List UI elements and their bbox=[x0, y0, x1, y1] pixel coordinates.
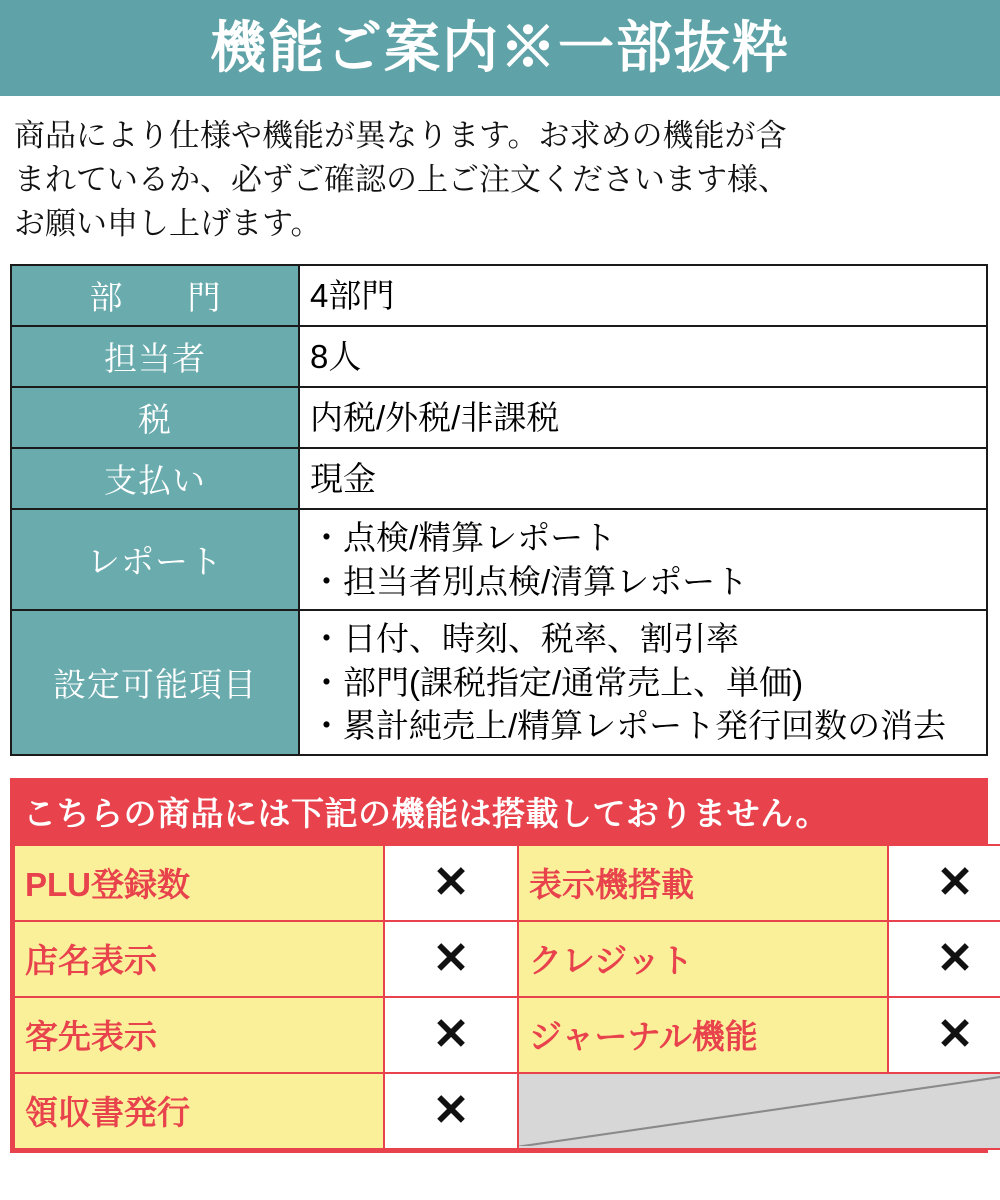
feature-mark-cell bbox=[384, 845, 518, 921]
feature-label: ジャーナル機能 bbox=[518, 997, 888, 1073]
spec-value-line: 4部門 bbox=[310, 276, 395, 314]
specification-table bbox=[10, 264, 988, 756]
spec-label-text: 部 門 bbox=[89, 279, 237, 317]
page-title: 機能ご案内※一部抜粋 bbox=[210, 16, 790, 79]
feature-label: 店名表示 bbox=[14, 921, 384, 997]
spec-value bbox=[299, 326, 987, 387]
spec-value bbox=[299, 610, 987, 755]
header-banner bbox=[0, 0, 1000, 96]
spec-label: 設定可能項目 bbox=[11, 610, 299, 755]
empty-cell bbox=[518, 1073, 1000, 1149]
unsupported-features-section bbox=[10, 778, 988, 1153]
feature-label: クレジット bbox=[518, 921, 888, 997]
spec-label: 担当者 bbox=[11, 326, 299, 387]
cross-icon: ✕ bbox=[936, 1009, 974, 1059]
feature-mark-cell bbox=[888, 845, 1000, 921]
spec-value-line: ・担当者別点検/清算レポート bbox=[310, 562, 749, 600]
intro-line-3: お願い申し上げます。 bbox=[14, 206, 322, 242]
table-row bbox=[14, 921, 1000, 997]
cross-icon: ✕ bbox=[432, 857, 470, 907]
spec-value-line: 現金 bbox=[310, 459, 376, 497]
feature-label: 領収書発行 bbox=[14, 1073, 384, 1149]
spec-label: レポート bbox=[11, 509, 299, 610]
cross-icon: ✕ bbox=[432, 1009, 470, 1059]
table-row bbox=[14, 845, 1000, 921]
cross-icon: ✕ bbox=[936, 857, 974, 907]
spec-value bbox=[299, 387, 987, 448]
unsupported-heading: こちらの商品には下記の機能は搭載しておりません。 bbox=[13, 781, 985, 844]
intro-line-2: まれているか、必ずご確認の上ご注文くださいます様、 bbox=[14, 162, 789, 198]
table-row bbox=[11, 326, 987, 387]
spec-label: 支払い bbox=[11, 448, 299, 509]
spec-value bbox=[299, 448, 987, 509]
table-row bbox=[14, 997, 1000, 1073]
feature-mark-cell bbox=[888, 921, 1000, 997]
table-row bbox=[11, 448, 987, 509]
table-row bbox=[11, 265, 987, 326]
spec-value bbox=[299, 509, 987, 610]
feature-label: PLU登録数 bbox=[14, 845, 384, 921]
cross-icon: ✕ bbox=[432, 933, 470, 983]
feature-mark-cell bbox=[384, 997, 518, 1073]
feature-mark-cell bbox=[384, 1073, 518, 1149]
table-row bbox=[11, 387, 987, 448]
spec-value-line: 内税/外税/非課税 bbox=[310, 398, 560, 436]
intro-line-1: 商品により仕様や機能が異なります。お求めの機能が含 bbox=[14, 118, 787, 153]
feature-mark-cell bbox=[888, 997, 1000, 1073]
feature-label: 客先表示 bbox=[14, 997, 384, 1073]
feature-label: 表示機搭載 bbox=[518, 845, 888, 921]
unsupported-features-table bbox=[13, 844, 1000, 1150]
spec-label bbox=[11, 265, 299, 326]
cross-icon: ✕ bbox=[936, 933, 974, 983]
table-row bbox=[11, 509, 987, 610]
spec-label: 税 bbox=[11, 387, 299, 448]
spec-value-line: ・部門(課税指定/通常売上、単価) bbox=[310, 663, 804, 701]
spec-value bbox=[299, 265, 987, 326]
diagonal-strike-icon bbox=[519, 1074, 1000, 1147]
spec-value-line: ・日付、時刻、税率、割引率 bbox=[310, 620, 739, 658]
table-row bbox=[14, 1073, 1000, 1149]
spec-value-line: ・点検/精算レポート bbox=[310, 519, 617, 557]
cross-icon: ✕ bbox=[432, 1085, 470, 1135]
spec-value-line: 8人 bbox=[310, 337, 362, 375]
intro-paragraph bbox=[14, 114, 986, 246]
spec-value-line: ・累計純売上/精算レポート発行回数の消去 bbox=[310, 707, 947, 745]
table-row bbox=[11, 610, 987, 755]
feature-mark-cell bbox=[384, 921, 518, 997]
